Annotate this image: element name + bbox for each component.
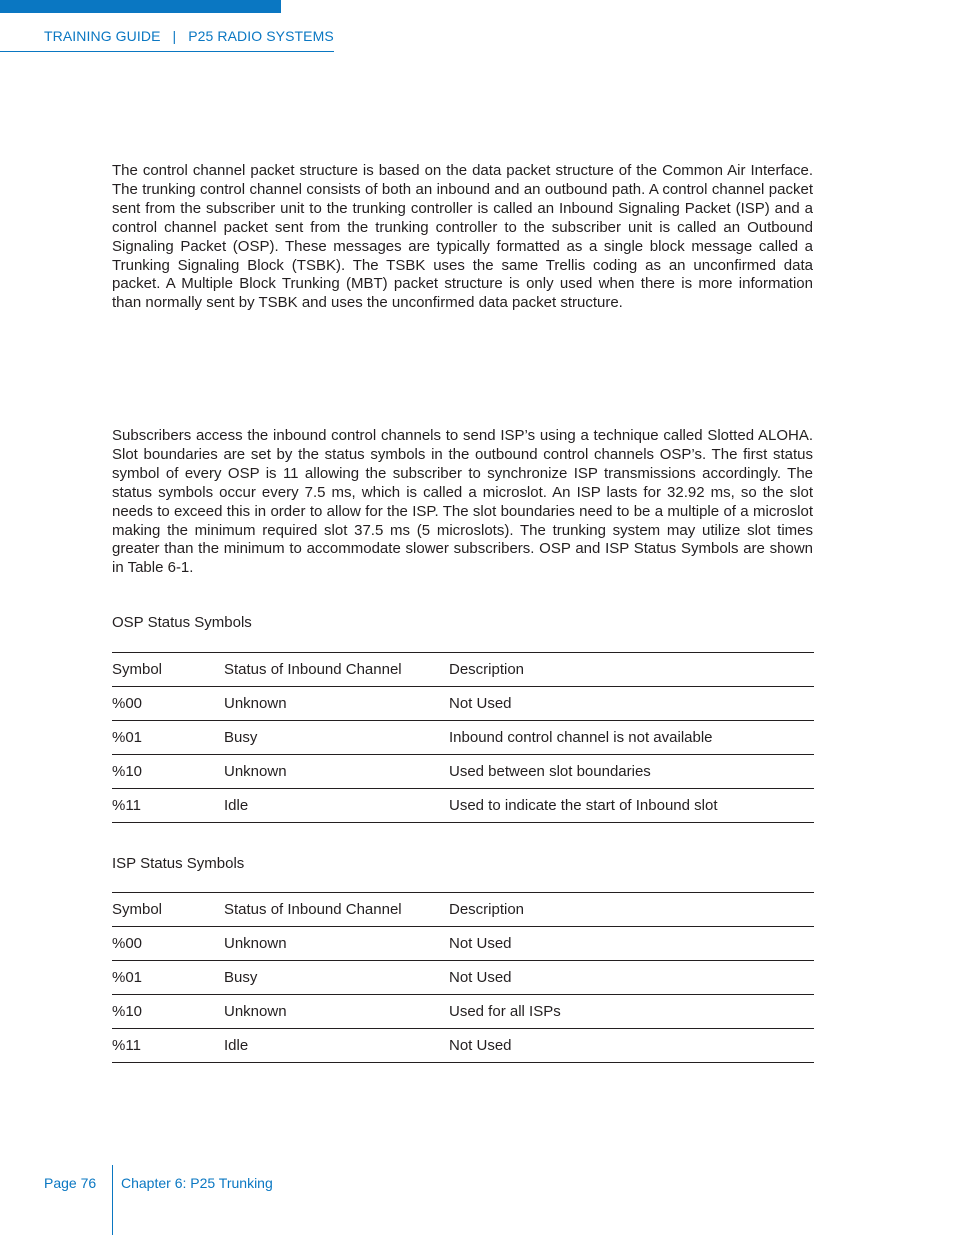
table-cell: Unknown [224, 755, 449, 789]
table-cell: %00 [112, 927, 224, 961]
table-cell: Not Used [449, 1029, 814, 1063]
running-header: TRAINING GUIDE | P25 RADIO SYSTEMS [44, 28, 334, 44]
table-cell: Inbound control channel is not available [449, 721, 814, 755]
table-header-row [112, 653, 814, 687]
table-cell: Busy [224, 961, 449, 995]
table-header-cell: Description [449, 653, 814, 687]
table-cell: Not Used [449, 961, 814, 995]
table-header-cell: Status of Inbound Channel [224, 653, 449, 687]
footer-page-number: Page 76 [44, 1175, 97, 1191]
table-cell: Unknown [224, 927, 449, 961]
table-cell: %11 [112, 1029, 224, 1063]
table-header-cell: Description [449, 893, 814, 927]
table-header-cell: Symbol [112, 893, 224, 927]
table-cell: %10 [112, 755, 224, 789]
table-row [112, 789, 814, 823]
paragraph-control-channel-packet: The control channel packet structure is based on the data packet structure of the Common Air Interface. The trunking control channel consists of both an inbound and an outbound path. A control channel packet sent from the subscriber unit to the trunking controller is called an Inbound Signaling Packet (ISP) and a control channel packet sent from the trunking controller to the subscriber unit is called an Outbound Signaling Packet (OSP). These messages are typically formatted as a single block message called a Trunking Signaling Block (TSBK). The TSBK uses the same Trellis coding as an unconfirmed data packet. A Multiple Block Trunking (MBT) packet structure is only used when there is more information than normally sent by TSBK and uses the unconfirmed data packet structure. [112, 162, 813, 312]
table-cell: %10 [112, 995, 224, 1029]
table-cell: %01 [112, 721, 224, 755]
table-cell: Busy [224, 721, 449, 755]
table-row [112, 755, 814, 789]
footer-chapter-title: Chapter 6: P25 Trunking [121, 1175, 273, 1191]
table-cell: Idle [224, 1029, 449, 1063]
table-cell: Unknown [224, 995, 449, 1029]
table-cell: %01 [112, 961, 224, 995]
isp-table-caption: ISP Status Symbols [112, 855, 245, 872]
table-cell: Not Used [449, 927, 814, 961]
table-row [112, 995, 814, 1029]
table-cell: Used for all ISPs [449, 995, 814, 1029]
header-rule [0, 51, 334, 52]
table-cell: Unknown [224, 687, 449, 721]
footer-divider [112, 1165, 113, 1235]
header-accent-bar [0, 0, 281, 13]
table-cell: Used between slot boundaries [449, 755, 814, 789]
table-header-cell: Symbol [112, 653, 224, 687]
isp-status-table [112, 892, 814, 1063]
table-cell: Not Used [449, 687, 814, 721]
table-row [112, 721, 814, 755]
table-cell: %11 [112, 789, 224, 823]
table-row [112, 1029, 814, 1063]
table-cell: %00 [112, 687, 224, 721]
table-row [112, 687, 814, 721]
table-cell: Idle [224, 789, 449, 823]
table-row [112, 961, 814, 995]
table-header-cell: Status of Inbound Channel [224, 893, 449, 927]
table-row [112, 927, 814, 961]
table-cell: Used to indicate the start of Inbound slot [449, 789, 814, 823]
osp-status-table [112, 652, 814, 823]
table-header-row [112, 893, 814, 927]
paragraph-slotted-aloha: Subscribers access the inbound control channels to send ISP’s using a technique called Slotted ALOHA. Slot boundaries are set by the status symbols in the outbound control channels OSP’s. The first status symbol of every OSP is 11 allowing the subscriber to synchronize ISP transmissions accordingly. The status symbols occur every 7.5 ms, which is called a microslot. An ISP lasts for 32.92 ms, so the slot needs to exceed this in order to allow for the ISP. The slot boundaries need to be a multiple of a microslot making the minimum required slot 37.5 ms (5 microslots). The trunking system may utilize slot times greater than the minimum to accommodate slower subscribers. OSP and ISP Status Symbols are shown in Table 6-1. [112, 427, 813, 577]
osp-table-caption: OSP Status Symbols [112, 614, 252, 631]
